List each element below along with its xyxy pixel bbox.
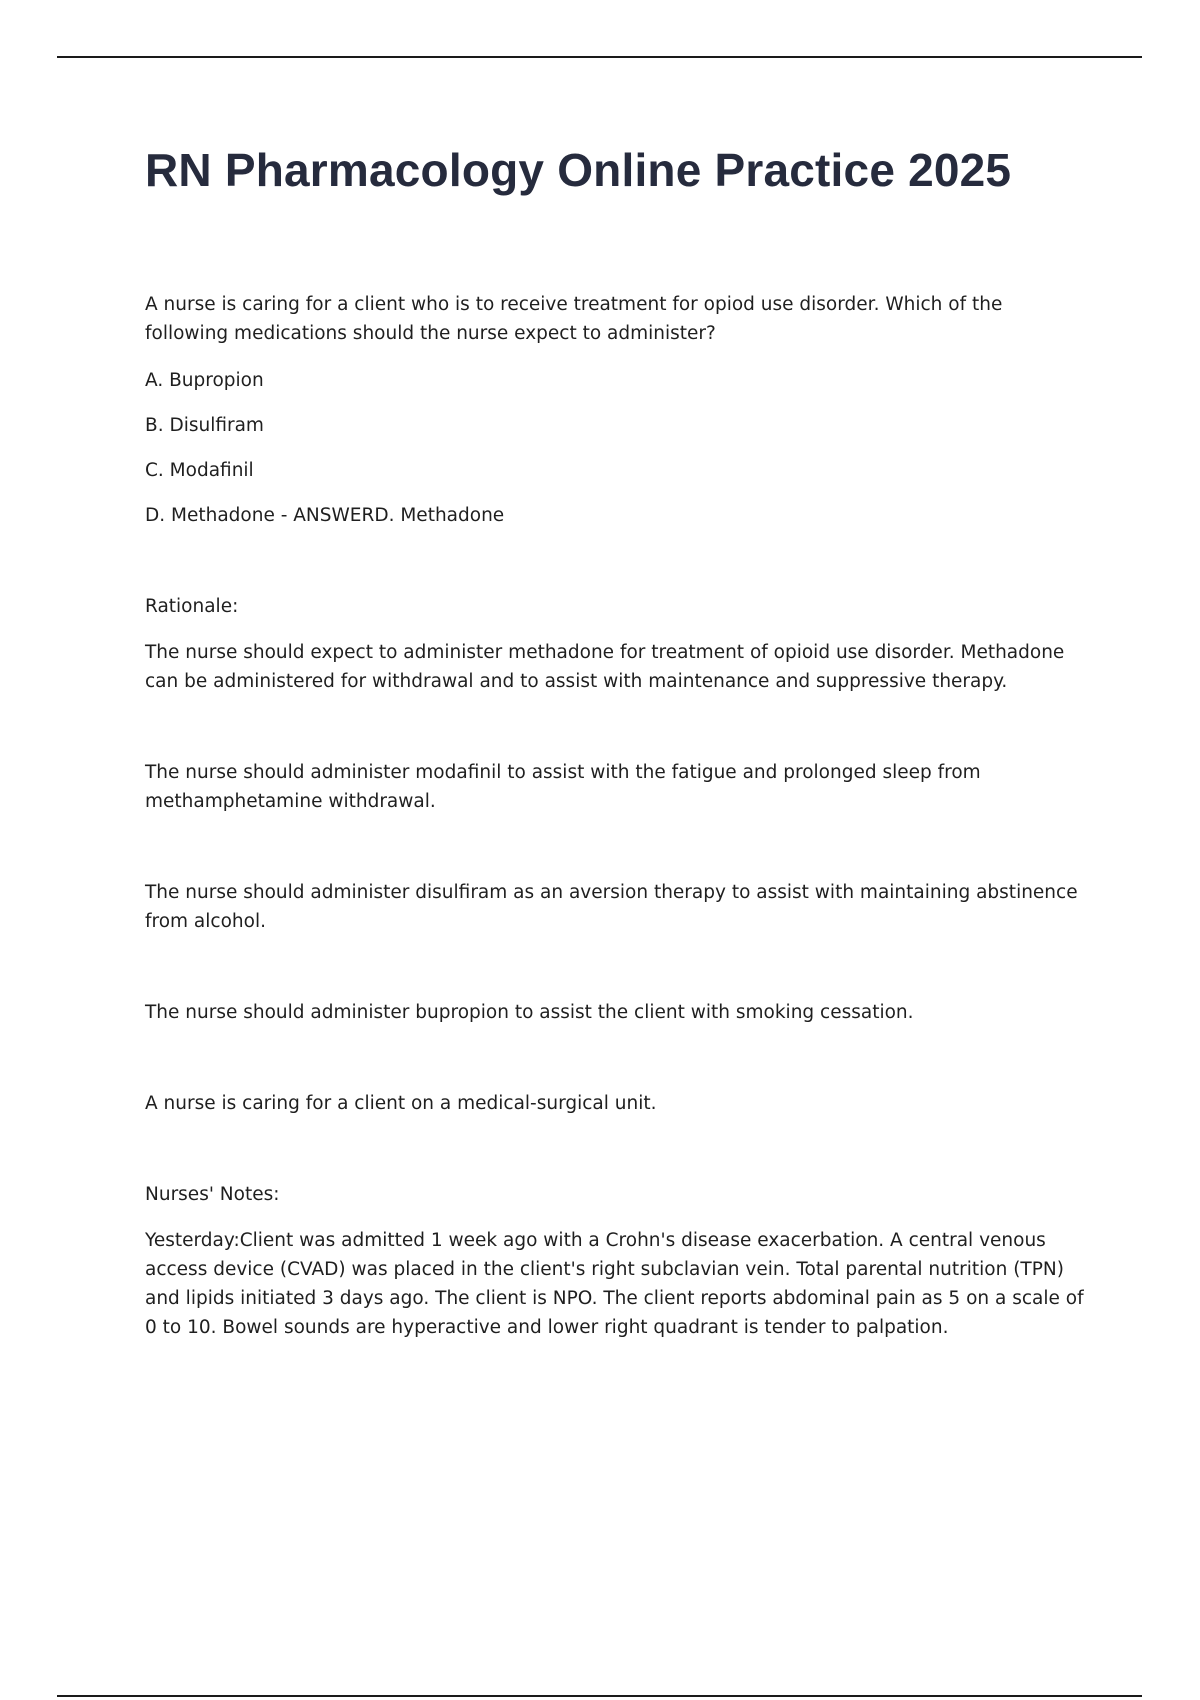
answer-option-b: B. Disulfiram — [145, 415, 264, 436]
rationale-paragraph-methadone: The nurse should expect to administer methadone for treatment of opioid use disorder. Methadone can be administered for withdrawal and to assist with maintenance and suppressive therapy. — [145, 642, 1065, 692]
rationale-paragraph-bupropion: The nurse should administer bupropion to assist the client with smoking cessation. — [145, 1002, 914, 1023]
question-stem: A nurse is caring for a client who is to receive treatment for opiod use disorder. Which of the following medications should the nurse expect to administer? — [145, 294, 1003, 344]
page-title: RN Pharmacology Online Practice 2025 — [145, 144, 1012, 196]
answer-option-c: C. Modafinil — [145, 460, 254, 481]
nurses-notes-heading: Nurses' Notes: — [145, 1184, 280, 1205]
question-intro: A nurse is caring for a client on a medical-surgical unit. — [145, 1093, 657, 1114]
rationale-paragraph-disulfiram: The nurse should administer disulfiram as an aversion therapy to assist with maintaining abstinence from alcohol. — [145, 882, 1078, 932]
rationale-paragraph-modafinil: The nurse should administer modafinil to assist with the fatigue and prolonged sleep from methamphetamine withdrawal. — [145, 762, 981, 812]
footer-rule — [57, 1695, 1142, 1697]
rationale-heading: Rationale: — [145, 596, 239, 617]
answer-option-d: D. Methadone - ANSWERD. Methadone — [145, 505, 505, 526]
nurses-notes-text: Yesterday:Client was admitted 1 week ago with a Crohn's disease exacerbation. A central venous access device (CVAD) was placed in the client's right subclavian vein. Total parental nutrition (TPN) and lipids initiated 3 days ago. The client is NPO. The client reports abdominal pain as 5 on a scale of 0 to 10. Bowel sounds are hyperactive and lower right quadrant is tender to palpation. — [145, 1230, 1084, 1338]
header-rule — [57, 56, 1142, 58]
answer-option-a: A. Bupropion — [145, 370, 264, 391]
